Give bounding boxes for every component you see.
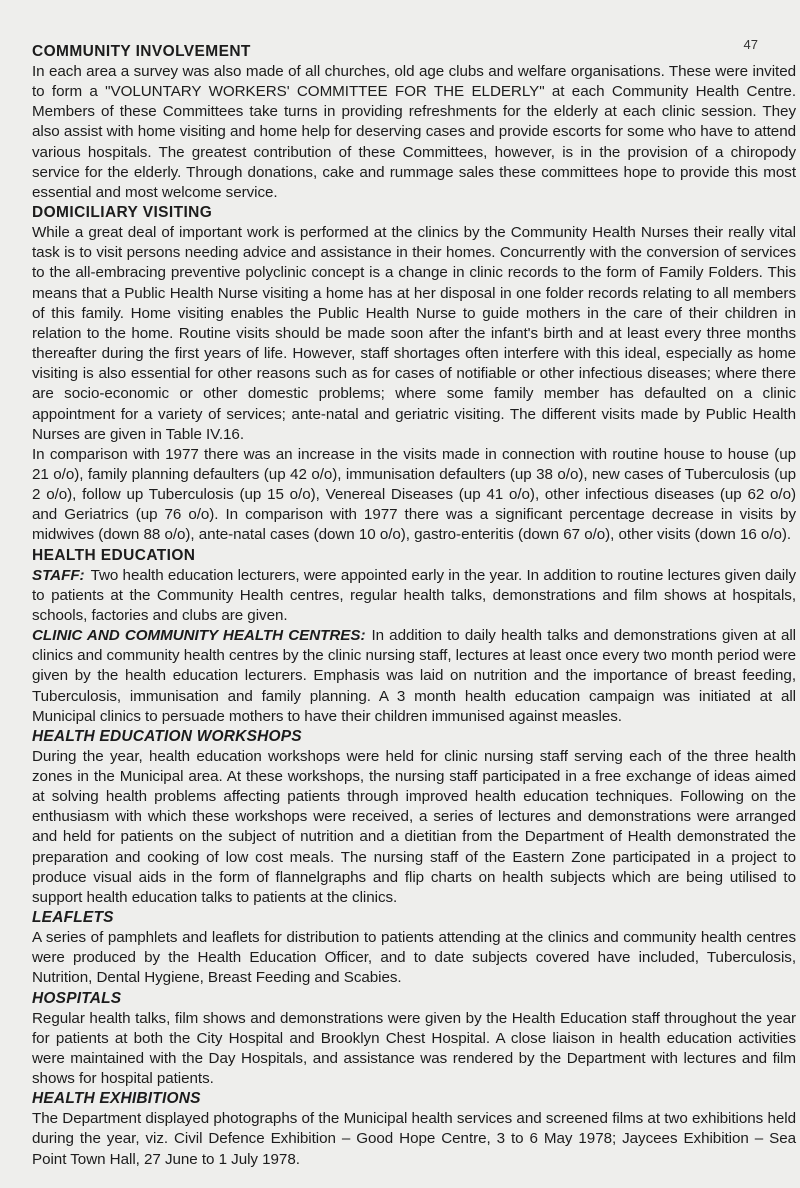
page-number: 47 — [743, 37, 758, 52]
document-body — [32, 42, 796, 1170]
heading-health-education-workshops: HEALTH EDUCATION WORKSHOPS — [32, 727, 302, 745]
paragraph-hospitals: Regular health talks, film shows and demonstrations were given by the Health Education staff throughout the year for patients at both the City Hospital and Brooklyn Chest Hospital. A close liaison in health education activities were maintained with the Day Hospitals, and assistance was rendered by the Department with lectures and film shows for hospital patients. — [32, 1009, 796, 1088]
paragraph-health-exhibitions: The Department displayed photographs of the Municipal health services and screened films at two exhibitions held during the year, viz. Civil Defence Exhibition – Good Hope Centre, 3 to 6 May 1978; Jaycees Exhibition – Sea Point Town Hall, 27 June to 1 July 1978. — [32, 1110, 796, 1168]
staff-lead: STAFF: — [32, 566, 85, 584]
paragraph-domiciliary-visiting: While a great deal of important work is performed at the clinics by the Community Health Nurses their really vital task is to visit persons needing advice and assistance in their homes. Concurrently with the conversion of services to the all-embracing preventive polyclinic concept is a change in clinic records to the form of Family Folders. This means that a Public Health Nurse visiting a home has at her disposal in one folder records relating to all members of this family. Home visiting enables the Public Health Nurse to guide mothers in the care of their children in relation to the home. Routine visits should be made soon after the infant's birth and at least every three months thereafter during the first years of life. However, staff shortages often interfere with this ideal, especially as home visiting is also essential for other reasons such as for cases of notifiable or other infectious diseases; where there are socio-economic or other domestic problems; where some family member has defaulted on a clinic appointment for a variety of services; ante-natal and geriatric visiting. The different visits made by Public Health Nurses are given in Table IV.16. — [32, 224, 796, 443]
clinic-lead: CLINIC AND COMMUNITY HEALTH CENTRES: — [32, 627, 366, 645]
heading-health-exhibitions: HEALTH EXHIBITIONS — [32, 1090, 201, 1108]
paragraph-clinic-centres — [32, 626, 796, 727]
heading-leaflets: LEAFLETS — [32, 909, 114, 927]
heading-community-involvement: COMMUNITY INVOLVEMENT — [32, 43, 251, 60]
paragraph-workshops: During the year, health education workshops were held for clinic nursing staff serving each of the three health zones in the Municipal area. At these workshops, the nursing staff participated in a free exchange of ideas aimed at solving health problems affecting patients through improved health education techniques. Following on the enthusiasm with which these workshops were received, a series of lectures and demonstrations were arranged and held for patients on the subject of nutrition and a dietitian from the Department of Health demonstrated the preparation and cooking of low cost meals. The nursing staff of the Eastern Zone participated in a project to produce visual aids in the form of flannelgraphs and flip charts on health subjects which are being utilised to support health education talks to patients at the clinics. — [32, 747, 796, 906]
paragraph-community-involvement: In each area a survey was also made of all churches, old age clubs and welfare organisations. These were invited to form a "VOLUNTARY WORKERS' COMMITTEE FOR THE ELDERLY" at each Community Health Centre. Members of these Committees take turns in providing refreshments for the elderly at each clinic session. They also assist with home visiting and home help for deserving cases and provide escorts for some who have to attend various hospitals. The greatest contribution of these Committees, however, is in the provision of a chiropody service for the elderly. Through donations, cake and rummage sales these committees hope to provide this most essential and most welcome service. — [32, 63, 796, 201]
clinic-text: In addition to daily health talks and demonstrations given at all clinics and community health centres by the clinic nursing staff, lectures at least once every two month period were given by the health education lecturers. Emphasis was laid on nutrition and the importance of breast feeding, Tuberculosis, immunisation and family planning. A 3 month health education campaign was initiated at all Municipal clinics to persuade mothers to have their children immunised against measles. — [32, 627, 796, 725]
paragraph-visit-comparison: In comparison with 1977 there was an increase in the visits made in connection with routine house to house (up 21 o/o), family planning defaulters (up 42 o/o), immunisation defaulters (up 38 o/o), new cases of Tuberculosis (up 2 o/o), follow up Tuberculosis (up 15 o/o), Venereal Diseases (up 41 o/o), other infectious diseases (up 62 o/o) and Geriatrics (up 76 o/o). In comparison with 1977 there was a significant percentage decrease in visits by midwives (down 88 o/o), ante-natal cases (down 10 o/o), gastro-enteritis (down 67 o/o), other visits (down 16 o/o). — [32, 445, 796, 544]
heading-health-education: HEALTH EDUCATION — [32, 546, 196, 564]
heading-domiciliary-visiting: DOMICILIARY VISITING — [32, 204, 213, 222]
heading-hospitals: HOSPITALS — [32, 989, 122, 1007]
paragraph-staff — [32, 566, 796, 626]
paragraph-leaflets: A series of pamphlets and leaflets for distribution to patients attending at the clinics and community health centres were produced by the Health Education Officer, and to date subjects covered have included, Tuberculosis, Nutrition, Dental Hygiene, Breast Feeding and Scabies. — [32, 929, 796, 987]
staff-text: Two health education lecturers, were appointed early in the year. In addition to routine lectures given daily to patients at the Community Health centres, regular health talks, demonstrations and film shows at hospitals, schools, factories and clubs are given. — [32, 566, 796, 624]
